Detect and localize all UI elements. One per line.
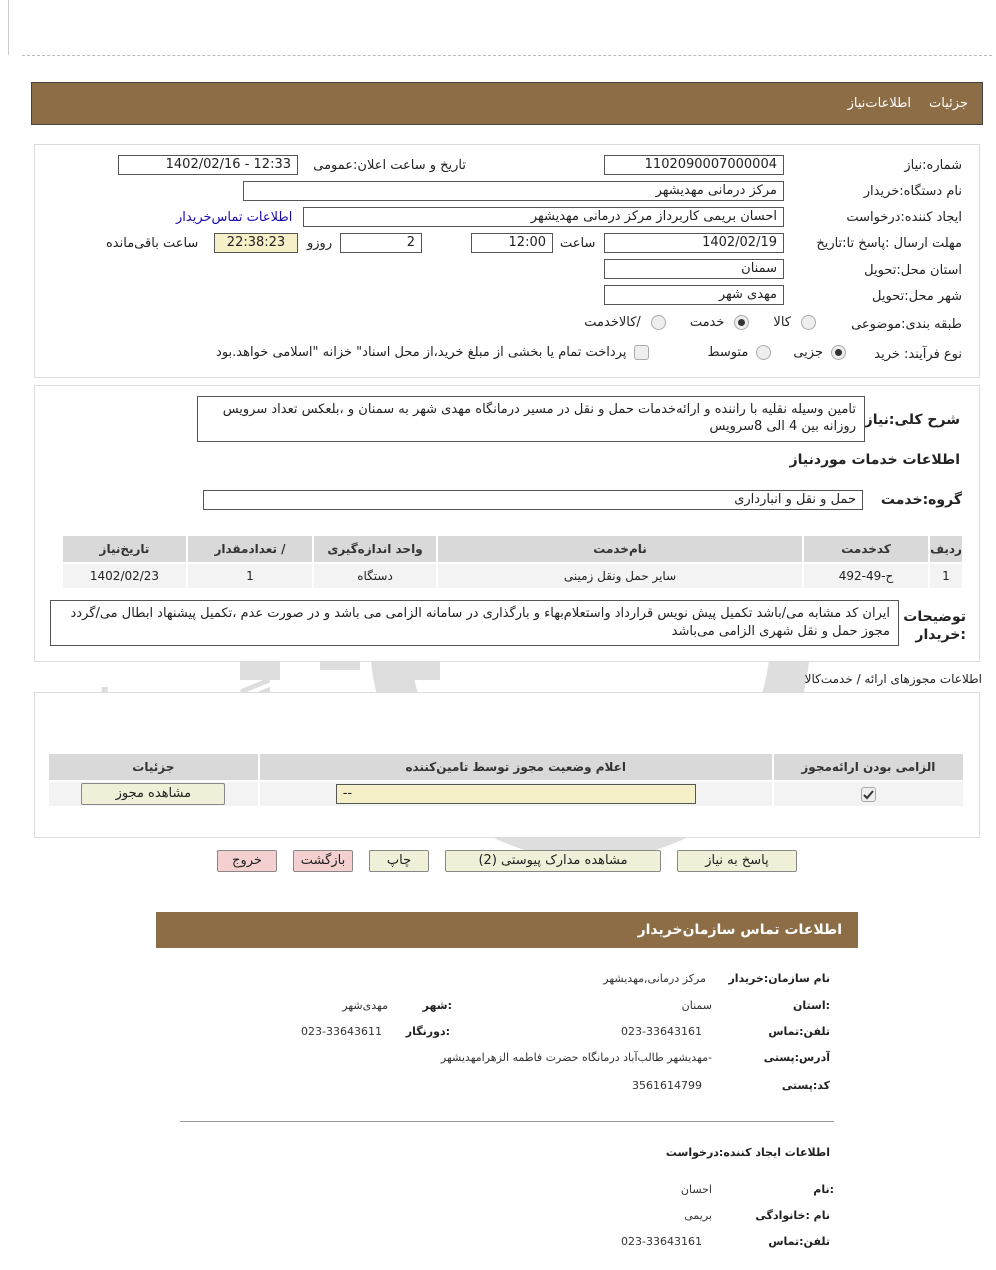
service-group-label: گروه:خدمت (880, 492, 962, 508)
need-number-field: 1102090007000004 (604, 155, 784, 175)
process-medium-radio[interactable] (756, 345, 771, 360)
category-service-radio[interactable] (734, 315, 749, 330)
permits-table-header (48, 753, 964, 781)
category-goods-radio[interactable] (801, 315, 816, 330)
category-goods-label: کالا (773, 315, 791, 330)
header-bar (31, 82, 983, 125)
col-unit: واحد اندازه‌گیری (313, 535, 437, 563)
deadline-time-field: 12:00 (471, 233, 553, 253)
category-service-label: خدمت (689, 315, 725, 330)
deadline-label: مهلت ارسال :پاسخ تا:تاریخ (816, 236, 962, 251)
permits-table (47, 752, 965, 808)
contact-fax-label: :دورنگار (405, 1025, 450, 1038)
page-left-border (8, 0, 9, 55)
buyer-contact-title: اطلاعات تماس سازمان‌خریدار (156, 912, 858, 948)
buyer-org-label: نام دستگاه:خریدار (863, 184, 962, 199)
contact-address-value: -مهدیشهر طالب‌آباد درمانگاه حضرت فاطمه الزهرامهدیشهر (440, 1051, 712, 1064)
contact-divider (180, 1121, 834, 1122)
contact-city-value: مهدی‌شهر (342, 999, 388, 1012)
table-row (48, 781, 964, 807)
service-group-field: حمل و نقل و انبارداری (203, 490, 863, 510)
summary-label: شرح کلی:نیاز (864, 412, 960, 428)
col-permit-status: اعلام وضعیت مجوز توسط تامین‌کننده (259, 753, 773, 781)
creator-phone-label: تلفن:تماس (768, 1235, 830, 1248)
service-table (61, 534, 964, 590)
creator-name-value: احسان (680, 1183, 712, 1196)
view-permit-button[interactable]: مشاهده مجوز (81, 783, 225, 805)
tab-details[interactable]: جزئیات (929, 96, 968, 111)
announce-label: تاریخ و ساعت اعلان:عمومی (313, 158, 466, 173)
city-field: مهدی شهر (604, 285, 784, 305)
treasury-payment-checkbox[interactable] (634, 345, 649, 360)
buyer-org-field: مرکز درمانی مهدیشهر (243, 181, 784, 201)
back-button[interactable]: بازگشت (293, 850, 353, 872)
category-radio-group (584, 315, 816, 330)
contact-phone-value: 023-33643161 (621, 1025, 702, 1038)
category-goods-service-label: /کالاخدمت (584, 315, 641, 330)
province-field: سمنان (604, 259, 784, 279)
col-quantity: / تعدادمقدار (187, 535, 313, 563)
city-label: شهر محل:تحویل (872, 289, 962, 304)
contact-province-label: :استان (793, 999, 830, 1012)
contact-org-value: مرکز درمانی,مهدیشهر (603, 972, 706, 985)
remaining-time-field: 22:38:23 (214, 233, 298, 253)
tab-need-info[interactable]: اطلاعات‌نیاز (847, 96, 912, 111)
services-title: اطلاعات خدمات موردنیاز (789, 452, 960, 468)
contact-address-label: آدرس:پستی (763, 1051, 830, 1064)
cell-service-name: سایر حمل ونقل زمینی (437, 563, 803, 589)
cell-permit-required (773, 781, 964, 807)
cell-quantity: 1 (187, 563, 313, 589)
cell-permit-status (259, 781, 773, 807)
process-medium-label: متوسط (707, 345, 749, 360)
creator-phone-value: 023-33643161 (621, 1235, 702, 1248)
permit-required-checkbox[interactable] (861, 787, 876, 802)
creator-family-value: بریمی (684, 1209, 712, 1222)
permit-status-field: -- (336, 784, 696, 804)
top-divider (22, 55, 992, 56)
cell-permit-details (48, 781, 259, 807)
checkmark-icon (862, 788, 875, 801)
need-number-label: شماره:نیاز (904, 158, 962, 173)
process-radio-group (216, 345, 846, 360)
attachments-button[interactable]: مشاهده مدارک پیوستی (2) (445, 850, 661, 872)
cell-unit: دستگاه (313, 563, 437, 589)
buyer-notes-label: توضیحات :خریدار (903, 609, 966, 643)
service-table-header (62, 535, 963, 563)
creator-name-label: :نام (813, 1183, 834, 1196)
creator-family-label: نام :خانوادگی (755, 1209, 830, 1222)
col-service-name: نام‌خدمت (437, 535, 803, 563)
permits-title: اطلاعات مجوزهای ارائه / خدمت‌کالا (804, 672, 982, 686)
contact-province-value: سمنان (681, 999, 712, 1012)
process-minor-radio[interactable] (831, 345, 846, 360)
contact-phone-label: تلفن:تماس (768, 1025, 830, 1038)
buyer-notes-text: ایران کد مشابه می‌/باشد تکمیل پیش نویس قرارداد واستعلام‌بهاء و بارگذاری در سامانه الزامی می باشد و در صورت عدم ،تکمیل پیشنهاد ابطال می‌/گردد مجوز حمل و نقل شهری الزامی می‌باشد (50, 600, 899, 646)
process-minor-label: جزیی (793, 345, 823, 360)
col-service-code: کدخدمت (803, 535, 929, 563)
table-row (62, 563, 963, 589)
cell-service-code: ح-49-492 (803, 563, 929, 589)
creator-info-title: اطلاعات ایجاد کننده:درخواست (665, 1146, 830, 1159)
buyer-contact-link[interactable]: اطلاعات تماس‌خریدار (176, 210, 293, 225)
province-label: استان محل:تحویل (864, 263, 962, 278)
col-permit-details: جزئیات (48, 753, 259, 781)
remaining-time-label: ساعت باقی‌مانده (106, 236, 199, 251)
days-field: 2 (340, 233, 422, 253)
cell-need-date: 1402/02/23 (62, 563, 187, 589)
deadline-time-label: ساعت (560, 236, 596, 251)
requester-label: ایجاد کننده:درخواست (846, 210, 962, 225)
days-label: روزو (307, 236, 333, 251)
contact-fax-value: 023-33643611 (301, 1025, 382, 1038)
col-permit-required: الزامی بودن ارائه‌مجوز (773, 753, 964, 781)
process-label: نوع فرآیند: خرید (874, 347, 962, 362)
print-button[interactable]: چاپ (369, 850, 429, 872)
reply-button[interactable]: پاسخ به نیاز (677, 850, 797, 872)
category-goods-service-radio[interactable] (651, 315, 666, 330)
contact-city-label: :شهر (422, 999, 452, 1012)
summary-text: تامین وسیله نقلیه با راننده و ارائه‌خدمات حمل و نقل در مسیر درمانگاه مهدی شهر به سمنان و ،بلعکس تعداد سرویس روزانه بین 4 الی 8سرویس (197, 396, 865, 442)
requester-field: احسان بریمی کاربرداز مرکز درمانی مهدیشهر (303, 207, 784, 227)
contact-org-label: نام سازمان:خریدار (728, 972, 830, 985)
cell-row-number: 1 (929, 563, 963, 589)
deadline-date-field: 1402/02/19 (604, 233, 784, 253)
need-info-panel (34, 144, 980, 378)
contact-postal-value: 3561614799 (632, 1079, 702, 1092)
announce-field: 1402/02/16 - 12:33 (118, 155, 298, 175)
contact-postal-label: کد:پستی (781, 1079, 830, 1092)
col-need-date: تاریخ‌نیاز (62, 535, 187, 563)
category-label: طبقه بندی:موضوعی (851, 317, 962, 332)
treasury-payment-label: پرداخت تمام یا بخشی از مبلغ خرید،از محل اسناد" خزانه "اسلامی خواهد.بود (216, 345, 627, 360)
col-row-number: ردیف (929, 535, 963, 563)
exit-button[interactable]: خروج (217, 850, 277, 872)
